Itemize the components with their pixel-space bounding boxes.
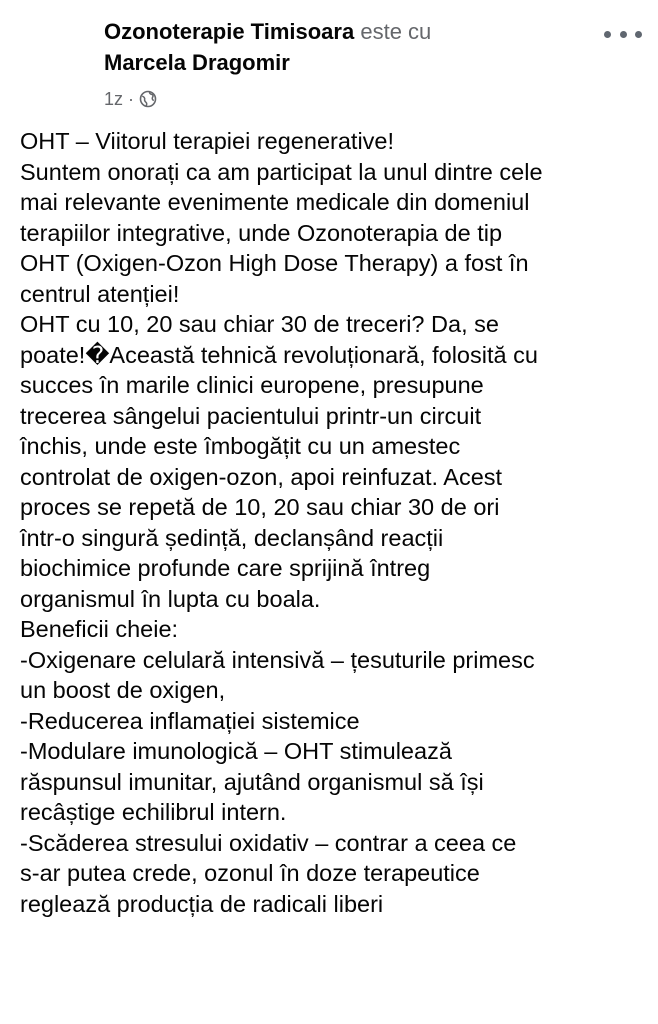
post-text-line: într-o singură ședință, declanșând reacții <box>20 524 444 551</box>
post-text-line: răspunsul imunitar, ajutând organismul să își <box>20 768 484 795</box>
page-name-link[interactable]: Ozonoterapie Timisoara <box>104 19 355 44</box>
post-text <box>20 126 652 919</box>
post-text-line: mai relevante evenimente medicale din domeniul <box>20 189 530 215</box>
post-meta <box>104 88 157 110</box>
more-dots-icon <box>635 31 642 38</box>
post-text-line: OHT (Oxigen-Ozon High Dose Therapy) a fost în <box>20 250 529 276</box>
post-text-line: -Modulare imunologică – OHT stimulează <box>20 738 452 764</box>
post-text-line: Beneficii cheie: <box>20 616 179 642</box>
post-text-line: trecerea sângelui pacientului printr-un circuit <box>20 402 482 429</box>
post-text-line: -Reducerea inflamației sistemice <box>20 707 360 734</box>
more-options-button[interactable] <box>604 24 642 44</box>
post-text-line: organismul în lupta cu boala. <box>20 585 321 612</box>
post-text-line: -Scăderea stresului oxidativ – contrar a ceea ce <box>20 829 517 856</box>
post-text-line: -Oxigenare celulară intensivă – țesuturile primesc <box>20 646 535 673</box>
post-text-line: succes în marile clinici europene, presupune <box>20 372 484 398</box>
post-text-line: OHT cu 10, 20 sau chiar 30 de treceri? Da, se <box>20 311 499 337</box>
post-text-line: biochimice profunde care sprijină întreg <box>20 555 431 581</box>
post-header <box>0 0 658 120</box>
meta-separator: · <box>128 88 135 109</box>
post-text-line: un boost de oxigen, <box>20 677 226 703</box>
more-dots-icon <box>620 31 627 38</box>
post-timestamp[interactable]: 1z <box>104 88 124 109</box>
post-text-line: reglează producția de radicali liberi <box>20 890 384 917</box>
post-text-line: recâștige echilibrul intern. <box>20 799 287 825</box>
globe-icon[interactable] <box>139 90 157 108</box>
connector-text: este cu <box>360 19 432 44</box>
post-text-line: s-ar putea crede, ozonul în doze terapeutice <box>20 860 480 886</box>
post-text-line: Suntem onorați ca am participat la unul dintre cele <box>20 158 543 185</box>
author-line <box>104 18 431 46</box>
more-dots-icon <box>604 31 611 38</box>
post-text-line: controlat de oxigen-ozon, apoi reinfuzat. Acest <box>20 463 503 490</box>
post-text-line: închis, unde este îmbogățit cu un amestec <box>20 433 461 459</box>
post-text-line: OHT – Viitorul terapiei regenerative! <box>20 128 395 154</box>
tagged-person-link[interactable]: Marcela Dragomir <box>104 50 290 75</box>
post-text-line: proces se repetă de 10, 20 sau chiar 30 de ori <box>20 494 500 520</box>
post-text-line: terapiilor integrative, unde Ozonoterapia de tip <box>20 219 503 246</box>
post-text-line: centrul atenției! <box>20 280 180 307</box>
post-text-line: poate!�Această tehnică revoluționară, folosită cu <box>20 341 538 368</box>
